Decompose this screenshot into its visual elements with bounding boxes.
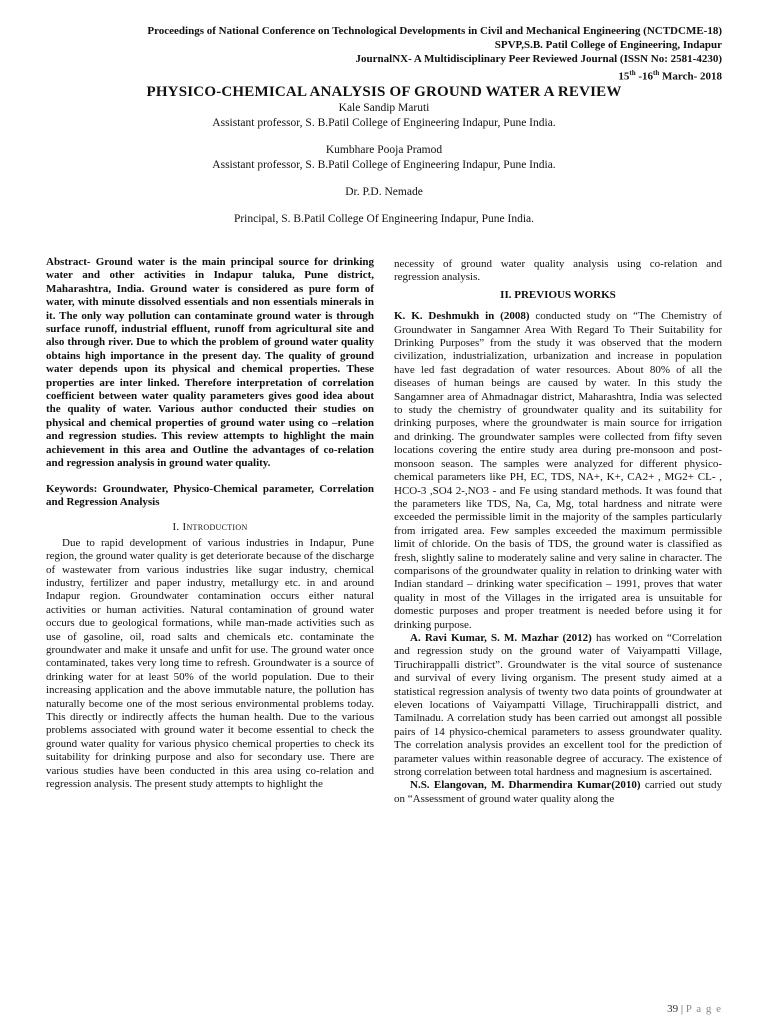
citation-lead: N.S. Elangovan, M. Dharmendira Kumar(2010) — [410, 779, 641, 792]
header-proceedings: Proceedings of National Conference on Technological Developments in Civil and Mechanical Engineering (NCTDCME-18) — [147, 25, 722, 37]
review-paragraph-ravi-kumar: A. Ravi Kumar, S. M. Mazhar (2012) has worked on “Correlation and regression study on the ground water of Vaiyampatti Village, Tiruchirappalli district”. Groundwater is the vital source of sustenance and survival of every living organism. The present study aimed at a statistical regression analysis of twenty two data points of groundwater at eleven locations of Vaiyampatti Village, Tiruchirappalli district, and Tamilnadu. A correlation study has been carried out amongst all possible pairs of 14 physico-chemical parameters to assess groundwater quality. The correlation analysis provides an excellent tool for the prediction of parameter values within reasonable degree of accuracy. The existence of strong correlation between total hardness and magnesium is ascertained. — [394, 631, 722, 779]
keywords: Keywords: Groundwater, Physico-Chemical parameter, Correlation and Regression Analysis — [46, 482, 374, 508]
journal-header — [147, 24, 722, 84]
header-date: 15th -16th March- 2018 — [618, 69, 722, 83]
author-name: Kumbhare Pooja Pramod — [325, 144, 443, 156]
author-affiliation: Assistant professor, S. B.Patil College of Engineering Indapur, Pune India. — [212, 159, 556, 171]
left-column — [46, 256, 374, 791]
author-block — [0, 101, 768, 227]
author-affiliation: Assistant professor, S. B.Patil College of Engineering Indapur, Pune India. — [212, 117, 556, 129]
review-paragraph-deshmukh: K. K. Deshmukh in (2008) conducted study on “The Chemistry of Groundwater in Sangamner Area With Regard To Their Suitability for Drinking Purposes” from the study it was observed that the modern civilization, industrialization, urbanization and increase in population have led fast degradation of water resources. About 80% of all the diseases of human beings are caused by water. In this study the Sangamner area of Ahmadnagar district, Maharashtra, India was selected to study the chemistry of groundwater quality and its suitability for drinking purposes, where the groundwater is main source for irrigation and drinking. The groundwater samples were collected from fifty seven locations covering the entire study area during pre-monsoon and post-monsoon season. The samples were analyzed for different physico-chemical parameters like PH, EC, TDS, NA+, K+, CA2+ , MG2+ CL- , HCO-3 ,SO4 2-,NO3 - and Fe using standard methods. It was found that the parameters like TDS, Na, Ca, Mg, total hardness and nitrate were exceeded the permissible limit in the majority of the samples particularly from irrigated area. Few samples exceeded the maximum permissible limit of chloride. On the basis of TDS, the ground water is classified as fresh, slightly saline to moderately saline and very saline in character. The comparisons of the groundwater quality in relation to drinking water with Indian standard – drinking water specification – 1991, proves that water quality in most of the Villages in the irrigated area is unsuitable for domestic purposes and proper treatment is needed before using it for drinking purpose. — [394, 310, 722, 631]
citation-lead: A. Ravi Kumar, S. M. Mazhar (2012) — [410, 631, 592, 644]
introduction-continued: necessity of ground water quality analysis using co-relation and regression analysis. — [394, 258, 722, 284]
section-heading-previous-works: II. PREVIOUS WORKS — [500, 288, 616, 301]
review-paragraph-elangovan: N.S. Elangovan, M. Dharmendira Kumar(2010) carried out study on “Assessment of ground water quality along the — [394, 779, 722, 805]
section-heading-introduction: I. Introduction — [172, 521, 248, 534]
author-name: Kale Sandip Maruti — [338, 102, 430, 114]
author-name: Dr. P.D. Nemade — [345, 186, 423, 198]
page-label: P a g e — [685, 1003, 722, 1015]
author-affiliation: Principal, S. B.Patil College Of Engineering Indapur, Pune India. — [233, 213, 535, 225]
abstract: Abstract- Ground water is the main principal source for drinking water and other activities in Indapur taluka, Pune district, Maharashtra, India. Ground water is considered as pure form of water, with minute dissolved essentials and non essentials minerals in it. The only way pollution can contaminate ground water is through surface runoff, industrial effluent, runoff from agricultural site and also through river. Due to which the problem of ground water quality obtains high importance in the present day. The quality of ground water depends upon its physical and chemical properties. These properties are inter linked. Therefore interpretation of correlation coefficient between water quality parameters gives good idea about the quality of water. Various author conducted their studies on physical and chemical properties of ground water using co –relation and regression studies. This review attempts to highlight the main achievement in this area and Outline the advantages of co-relation and regression analysis in ground water quality. — [46, 256, 374, 470]
header-college: SPVP,S.B. Patil College of Engineering, Indapur — [494, 39, 722, 51]
paper-title: PHYSICO-CHEMICAL ANALYSIS OF GROUND WATER A REVIEW — [146, 84, 622, 100]
page-number: 39 — [667, 1003, 679, 1015]
page-footer: 39 | P a g e — [667, 1003, 722, 1015]
header-journal: JournalNX- A Multidisciplinary Peer Reviewed Journal (ISSN No: 2581-4230) — [355, 53, 722, 65]
right-column — [394, 258, 722, 806]
introduction-body: Due to rapid development of various industries in Indapur, Pune region, the ground water quality is get deteriorate because of the discharge of wastewater from various industries like sugar industry, chemical industry, fertilizer and paper industry, metallurgy etc. in and around Indapur region. Groundwater contamination occurs either natural activities or human activities. Natural contamination of ground water occurs due to geological formations, while man-made activities such as use of gasoline, oil, road salts and chemicals etc. contaminate the groundwater and make it unsafe and unfit for use. The ground water once contaminated, takes very long time to refresh. Groundwater is a source of drinking water for at least 50% of the world population. Due to their increasing application and the above immutable nature, the pollution has naturally become one of the most serious environmental problems today. This directly or indirectly affects the human health. Due to the various problems associated with ground water it become essential to check the ground water quality for various physico chemical properties to check its suitability for drinking purpose and also for secondary use. There are various studies have been conducted in this area using co-relation and regression analysis. The present study attempts to highlight the — [46, 536, 374, 791]
citation-lead: K. K. Deshmukh in (2008) — [394, 310, 530, 323]
